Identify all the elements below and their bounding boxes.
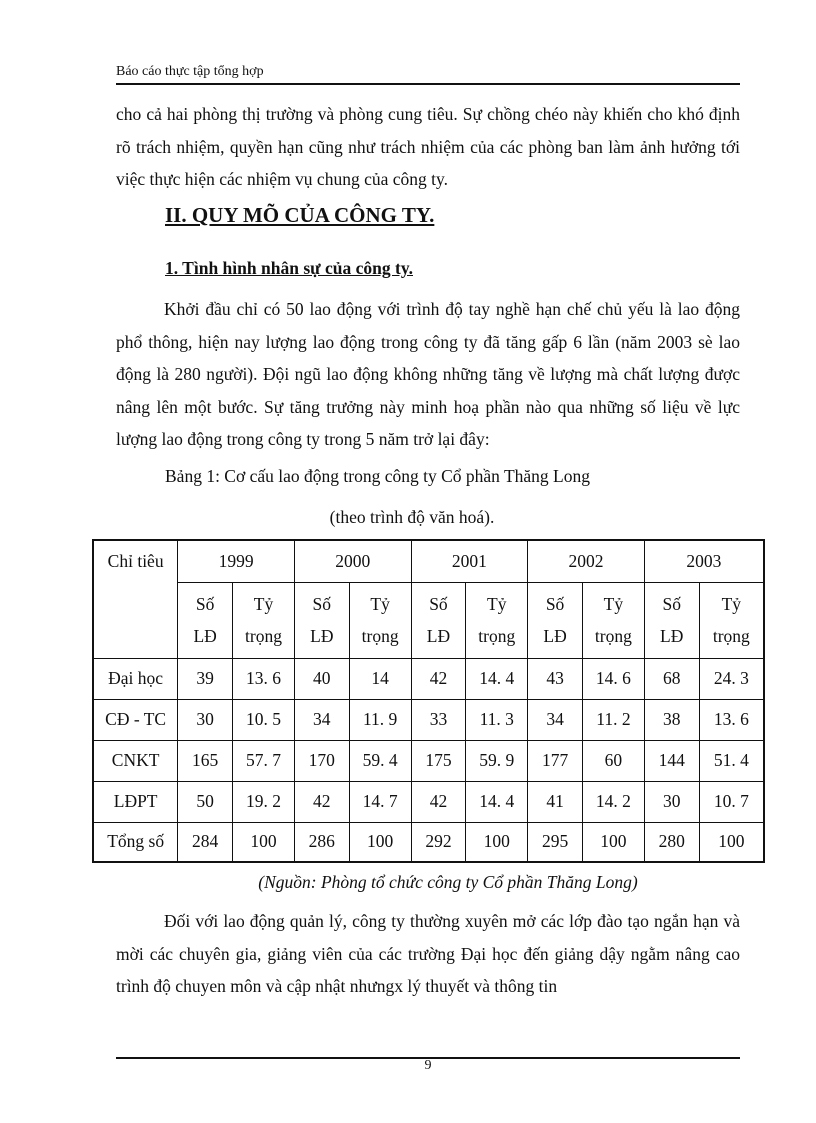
row-label: CĐ - TC [93,699,178,740]
header-divider [116,83,740,85]
table-row [93,658,764,699]
table-source-note: (Nguồn: Phòng tổ chức công ty Cổ phần Thăng Long) [258,872,638,892]
table-cell: 57. 7 [233,740,295,781]
table-cell: 14. 7 [349,781,411,822]
table-cell: 100 [582,822,644,862]
table-cell: 60 [582,740,644,781]
table-cell: 59. 4 [349,740,411,781]
table-cell: 51. 4 [699,740,764,781]
table-cell: 68 [644,658,699,699]
table-cell: 165 [178,740,233,781]
year-header: 2001 [411,540,528,582]
table-cell: 43 [528,658,583,699]
sub-header-count: Số LĐ [178,582,233,658]
sub-header-count: Số LĐ [644,582,699,658]
table-cell: 34 [294,699,349,740]
year-header: 2000 [294,540,411,582]
sub-header-share: Tỷ trọng [233,582,295,658]
table-cell: 19. 2 [233,781,295,822]
table-cell: 39 [178,658,233,699]
running-header: Báo cáo thực tập tổng hợp [116,64,264,79]
table-cell: 295 [528,822,583,862]
sub-header-share: Tỷ trọng [699,582,764,658]
table-cell: 14. 2 [582,781,644,822]
paragraph-staffing: Khởi đầu chỉ có 50 lao động với trình độ tay nghề hạn chế chủ yếu là lao động phổ thông, hiện nay lượng lao động trong công ty đã tăng gấp 6 lần (năm 2003 sè lao động là 280 người). Đội ngũ lao động không những tăng về lượng mà chất lượng được nâng lên một bước. Sự tăng trưởng này minh hoạ phần nào qua những số liệu về lực lượng lao động trong công ty trong 5 năm trở lại đây: [116,299,740,449]
table-cell: 10. 7 [699,781,764,822]
sub-header-count: Số LĐ [528,582,583,658]
table-cell: 100 [699,822,764,862]
page-number: 9 [424,1058,432,1073]
year-header: 1999 [178,540,295,582]
sub-header-share: Tỷ trọng [349,582,411,658]
table-cell: 24. 3 [699,658,764,699]
table-cell: 30 [644,781,699,822]
table-cell: 34 [528,699,583,740]
row-label: Đại học [93,658,178,699]
table-row-total [93,822,764,862]
table-cell: 42 [411,781,466,822]
table-row [93,699,764,740]
labor-structure-table [92,539,765,863]
table-cell: 40 [294,658,349,699]
row-label: Tổng số [93,822,178,862]
table-cell: 10. 5 [233,699,295,740]
table-cell: 175 [411,740,466,781]
table-cell: 14. 6 [582,658,644,699]
table-cell: 292 [411,822,466,862]
paragraph-training: Đối với lao động quản lý, công ty thường xuyên mở các lớp đào tạo ngắn hạn và mời các chuyên gia, giảng viên của các trường Đại học đến giảng dậy ngằm nâng cao trình độ chuyen môn và cập nhật nhưngx lý thuyết và thông tin [116,911,740,996]
table-cell: 177 [528,740,583,781]
table-cell: 38 [644,699,699,740]
table-cell: 144 [644,740,699,781]
table-cell: 100 [349,822,411,862]
table-cell: 11. 2 [582,699,644,740]
table-cell: 100 [466,822,528,862]
table-cell: 42 [411,658,466,699]
paragraph-intro: cho cả hai phòng thị trường và phòng cung tiêu. Sự chồng chéo này khiến cho khó định rõ trách nhiệm, quyền hạn cũng như trách nhiệm của các phòng ban làm ảnh hưởng tới việc thực hiện các nhiệm vụ chung của công ty. [116,104,740,189]
table-cell: 286 [294,822,349,862]
table-cell: 100 [233,822,295,862]
table-cell: 41 [528,781,583,822]
table-cell: 30 [178,699,233,740]
table-caption-sub: (theo trình độ văn hoá). [329,507,495,527]
table-cell: 170 [294,740,349,781]
table-cell: 14. 4 [466,658,528,699]
table-cell: 14. 4 [466,781,528,822]
sub-header-share: Tỷ trọng [582,582,644,658]
sub-header-share: Tỷ trọng [466,582,528,658]
row-label: CNKT [93,740,178,781]
subsection-title: 1. Tình hình nhân sự của công ty. [165,258,413,278]
sub-header-count: Số LĐ [294,582,349,658]
table-cell: 50 [178,781,233,822]
table-row [93,781,764,822]
table-cell: 11. 3 [466,699,528,740]
table-cell: 14 [349,658,411,699]
sub-header-count: Số LĐ [411,582,466,658]
table-cell: 284 [178,822,233,862]
table-corner-header: Chỉ tiêu [93,540,178,658]
table-cell: 11. 9 [349,699,411,740]
year-header: 2003 [644,540,764,582]
year-header: 2002 [528,540,645,582]
table-cell: 33 [411,699,466,740]
table-cell: 59. 9 [466,740,528,781]
table-row [93,740,764,781]
table-cell: 42 [294,781,349,822]
table-cell: 280 [644,822,699,862]
section-title: II. QUY MÕ CỦA CÔNG TY. [165,203,435,227]
row-label: LĐPT [93,781,178,822]
table-cell: 13. 6 [233,658,295,699]
table-cell: 13. 6 [699,699,764,740]
table-caption: Bảng 1: Cơ cấu lao động trong công ty Cổ phần Thăng Long [165,466,590,486]
